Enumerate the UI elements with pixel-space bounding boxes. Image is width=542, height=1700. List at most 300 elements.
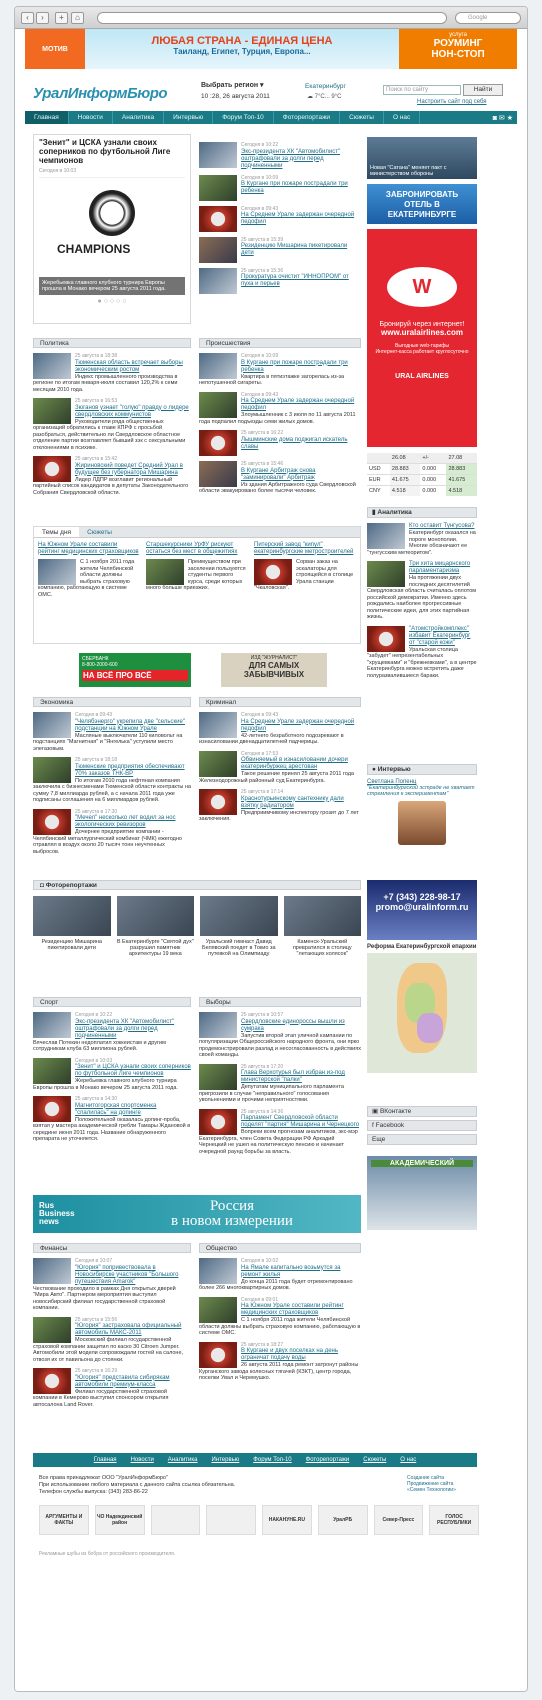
news-headline[interactable]: На Ямале капитально возьмутся за ремонт жилья [241, 1264, 341, 1278]
featured-date: Сегодня в 10:03 [39, 168, 77, 174]
rbn-text2: в новом измерении [171, 1213, 293, 1229]
news-headline[interactable]: Лышминские дома поджигал искатель славы [241, 436, 348, 450]
ural-url: www.uralairlines.com [381, 328, 463, 337]
photo-title: Фоторепортажи [45, 882, 97, 889]
finance-list [33, 1258, 191, 1408]
news-headline[interactable]: Парламент Свердловской области поделят "партия" Мишарина и Чернецкого [241, 1115, 360, 1128]
news-headline[interactable]: Краснотурьинскому сантехнику дали взятку радиатором [241, 795, 344, 809]
photo-image[interactable] [33, 896, 111, 936]
news-thumb[interactable] [199, 1109, 237, 1135]
news-text: Индекс промышленного производства в регионе по итогам января-июля составил 120,2% к семи месяцам 2010 года. [33, 373, 178, 393]
footer-l2: При использовании любого материала с данного сайта ссылка обязательна. [39, 1482, 236, 1488]
news-date: Сегодня в 09:01 [241, 1296, 279, 1303]
news-item [199, 751, 361, 785]
sport-list [33, 1012, 191, 1143]
news-thumb[interactable] [33, 1058, 71, 1084]
news-thumb[interactable] [33, 1258, 71, 1284]
news-item [199, 1258, 361, 1292]
satan-text: Новая "Сатана" меняет пакт с министерством обороны [370, 165, 447, 177]
journalist-l2: ЗАБЫВЧИВЫХ [243, 670, 305, 679]
news-date: 25 августа в 15:42 [75, 456, 118, 462]
news-date: 25 августа в 16:22 [241, 430, 284, 436]
news-headline[interactable]: "Атомстройкомплекс" избавит Екатеринбург от "старой кожи" [409, 625, 471, 646]
news-headline[interactable]: Тюменские предприятия обеспечивают 70% заказов ТНК-ВР [75, 763, 185, 777]
sberbank-ad[interactable] [79, 653, 191, 687]
news-text: С 1 ноября 2011 года жители Челябинской области должны выбрать страховую компанию, работающую в системе ОМС. [199, 1317, 361, 1336]
footer-l1: Все права принадлежат ООО "УралИнформБюро" [39, 1475, 168, 1481]
news-item [199, 1064, 361, 1104]
customize-link[interactable]: Настроить сайт под себя [417, 99, 487, 105]
news-thumb[interactable] [199, 237, 237, 263]
news-headline[interactable]: В Кургане Арбитраж снова "заминировали" Арбитраж [241, 467, 316, 481]
browser-search-input[interactable]: Google [455, 12, 521, 24]
news-thumb[interactable] [199, 430, 237, 456]
news-date: 25 августа в 16:53 [75, 398, 118, 404]
map-image[interactable] [367, 953, 477, 1073]
sber-phone: 8-800-2000-600 [82, 662, 118, 668]
photo-image[interactable] [200, 896, 278, 936]
photo-image[interactable] [117, 896, 195, 936]
news-item [367, 523, 477, 556]
news-thumb[interactable] [199, 1342, 237, 1368]
news-date: 25 августа в 17:20 [241, 1063, 284, 1070]
photo-caption[interactable]: В Екатеринбурге "Святой дух" разрушил памятник архитектуры 19 века [116, 939, 194, 957]
nav-icons [493, 114, 517, 122]
news-text: По итогам 2010 года нефтяная компания заключила с бизнесменами Тюменской области контракты на сумму 7,8 миллиарда рублей, а с начала 2011 года уже подписаны соглашения на 6 миллиардов рублей. [33, 777, 191, 803]
news-text: Из здания Арбитражного суда Свердловской области эвакуировано более тысячи человек. [199, 481, 356, 494]
news-text: Вячеслав Потекин недоплатил хоккеистам и другим сотрудникам клуба 63 миллиона рублей. [33, 1039, 166, 1052]
topic-column [254, 542, 356, 598]
topic-thumb[interactable] [146, 559, 184, 585]
top-banner[interactable] [25, 29, 517, 69]
news-thumb[interactable] [199, 1297, 237, 1323]
weather [307, 93, 341, 100]
banner-right [399, 29, 517, 69]
featured-title[interactable]: "Зенит" и ЦСКА узнали своих соперников по футбольной Лиге чемпионов [39, 138, 171, 165]
news-text: Вопреки всем прогнозам аналитиков, экс-мэр Екатеринбурга, член Совета Федерации РФ Аркадий Чернецкий не ушел на политическую пенсию и начинает очередной раунд борьбы за власть. [199, 1129, 358, 1155]
news-thumb[interactable] [199, 751, 237, 777]
news-text: До конца 2011 года будет отремонтировано более 266 многоквартирных домов. [199, 1278, 353, 1291]
photo-item[interactable] [200, 896, 278, 957]
news-item [33, 1317, 191, 1364]
social-more[interactable] [367, 1134, 477, 1145]
news-text: Квартира в пятиэтажке загорелась из-за непотушенной сигареты. [199, 373, 345, 386]
nav-item-home[interactable]: Главная [25, 111, 69, 124]
news-item [199, 1342, 361, 1382]
nav-item-interview[interactable]: Интервью [164, 111, 213, 124]
society-header[interactable]: Общество [199, 1243, 361, 1253]
news-thumb[interactable] [199, 392, 237, 418]
news-item [199, 353, 361, 387]
city-link[interactable]: Екатеринбург [305, 83, 346, 90]
chevron-down-icon: ▾ [260, 82, 264, 89]
top-news-list [199, 137, 361, 294]
politics-section [33, 338, 191, 496]
news-headline[interactable]: На Южном Урале составили рейтинг медицинских страховщиков [241, 1303, 344, 1316]
mail-icon[interactable]: ✉ [498, 114, 505, 122]
social-vk-label: ВКонтакте [379, 1108, 412, 1115]
promo-ad[interactable] [367, 880, 477, 940]
rbn-text1: Россия [209, 1198, 255, 1214]
rbn-text [103, 1199, 361, 1229]
partner-logo[interactable] [151, 1505, 201, 1535]
partner-logo[interactable]: ЧО Надеждинский район [95, 1505, 145, 1535]
main-nav [25, 111, 517, 124]
news-text: Положительной оказалась допинг-проба, взятая у мастера академической гребли Тамары Ждановой в середине июня 2011 года. Название обнаруженного препарата не уточняется. [33, 1116, 191, 1142]
news-thumb[interactable] [199, 461, 237, 487]
new-tab-icon[interactable]: + [55, 12, 68, 24]
photo-reports [33, 880, 361, 957]
news-headline[interactable]: Три хита мицарнского парламентаризма [409, 561, 471, 574]
news-date: Сегодня в 09:43 [241, 205, 279, 212]
news-thumb[interactable] [367, 561, 405, 587]
partner-logo[interactable]: АРГУМЕНТЫ И ФАКТЫ [39, 1505, 89, 1535]
news-date: Сегодня в 10:09 [241, 174, 279, 181]
news-thumb[interactable] [33, 712, 71, 738]
news-headline[interactable]: Тюменская область встречает выборы экономическим ростом [75, 359, 183, 373]
news-text: Руководители ряда общественных организаций обратились к главе КПРФ с просьбой разобраться, действительно ли Свердловское областное отделение партии возглавляет бывший зэк с сексуальными отклонениями в психике. [33, 418, 186, 451]
economy-list [33, 712, 191, 855]
news-thumb[interactable] [33, 456, 71, 482]
home-icon[interactable]: ⌂ [71, 12, 84, 24]
news-headline[interactable]: Магнитогорская спортсменка "спалилась" на допинге [75, 1102, 157, 1116]
news-text: Екатеринбург оказался на пороге монополии. Многие обозначают ее "тунгусским метеоритом". [367, 530, 476, 556]
interview-name[interactable]: Светлана Попенц [367, 779, 417, 785]
news-item [199, 1109, 361, 1156]
news-thumb[interactable] [199, 1064, 237, 1090]
footer-nav [33, 1453, 477, 1467]
news-thumb[interactable] [199, 206, 237, 232]
news-date: Сегодня в 10:07 [75, 1258, 113, 1264]
cloud-icon: ☁ [307, 94, 313, 100]
back-icon[interactable]: ‹ [21, 12, 34, 24]
politics-header[interactable]: Политика [33, 338, 191, 348]
rates-cell: 0.000 [420, 475, 446, 486]
news-headline[interactable]: Резиденцию Мишарина пикетировали дети [241, 243, 348, 256]
rates-head-cell: +/- [420, 453, 446, 464]
footer-bottom[interactable]: Рекламные шубы из бобра от российского производителя. [39, 1551, 176, 1557]
vk-icon: ▣ [372, 1108, 380, 1115]
site-search-input[interactable]: Поиск по сайту [383, 85, 461, 95]
news-thumb[interactable] [199, 712, 237, 738]
photo-item[interactable] [117, 896, 195, 957]
news-headline[interactable]: Экс-президента ХК "Автомобилист" оштрафовали за долги перед подчиненными [241, 148, 341, 169]
footer-dev[interactable] [407, 1475, 456, 1493]
ural-small: Выгодные web-тарифы Интернет-касса работает круглосуточно [375, 343, 469, 355]
photo-header[interactable] [33, 880, 361, 890]
economy-header[interactable]: Экономика [33, 697, 191, 707]
news-date: 25 августа в 10:57 [241, 1012, 284, 1018]
news-headline[interactable]: В Кургане при пожаре пострадали три ребенка [241, 359, 348, 373]
nav-item-analytics[interactable]: Аналитика [113, 111, 164, 124]
crime-header[interactable]: Криминал [199, 697, 361, 707]
ural-top: Бронируй через интернет! [379, 321, 465, 328]
news-headline[interactable]: Прокуратура очистит "ИННОПРОМ" от пуха и перьев [241, 274, 349, 287]
photo-item[interactable] [33, 896, 111, 957]
star-icon[interactable]: ★ [506, 114, 513, 122]
partner-logo[interactable]: УралРБ [318, 1505, 368, 1535]
news-text: Лидер ЛДПР возглавит региональный партийный список кандидатов в депутаты Законодательного Собрания Свердловской области. [33, 476, 189, 496]
photo-image[interactable] [284, 896, 362, 936]
topic-headline[interactable]: Питерский завод "киnyл" екатеринбургские метростроителей [254, 542, 354, 555]
news-date: 25 августа в 18:38 [75, 353, 118, 359]
society-section [199, 1243, 361, 1382]
news-thumb[interactable] [367, 523, 405, 549]
news-headline[interactable]: Экс-президента ХК "Автомобилист" оштрафовали за долги перед подчиненными [75, 1018, 175, 1039]
news-date: 25 августа в 16:29 [75, 1368, 118, 1374]
photo-caption[interactable]: Резиденцию Мишарина пикетировали дети [41, 939, 102, 951]
featured-story[interactable] [33, 134, 191, 324]
rss-icon[interactable]: ◙ [492, 114, 497, 122]
news-date: Сегодня в 09:43 [75, 712, 113, 718]
news-headline[interactable]: Зюганов узнает "голую" правду о лидере свердловских коммунистов [75, 404, 189, 418]
news-thumb[interactable] [33, 1317, 71, 1343]
rbn-l2: Business [39, 1209, 75, 1218]
news-text: Злоумышленник с 3 июля по 11 августа 2011 года подпалил подъезды семи жилых домов. [199, 412, 356, 425]
news-thumb[interactable] [33, 353, 71, 379]
news-item [199, 392, 361, 426]
nav-item-photo[interactable]: Фоторепортажи [274, 111, 340, 124]
topic-text: С 1 ноября 2011 года жители Челябинской области должны выбрать страховую компанию, работающую в системе ОМС. [38, 559, 135, 598]
news-date: 25 августа в 14:36 [241, 1108, 284, 1115]
footer-nav-item[interactable]: Интервью [211, 1457, 240, 1463]
banner-middle [85, 29, 399, 69]
news-date: 25 августа в 15:39 [241, 236, 284, 243]
tab-stories[interactable]: Сюжеты [87, 529, 112, 536]
news-text: На протяжении двух последних десятилетий Свердловская область считалась оплотом российской демократии. Именно здесь рождались наиболее прогрессивные политические идеи, для этих партийная жизнь. [367, 575, 477, 620]
elections-header[interactable]: Выборы [199, 997, 361, 1007]
address-bar[interactable] [97, 12, 447, 24]
site-logo[interactable]: УралИнформБюро [33, 85, 168, 102]
news-text: Масляные выключатели 110 киловольт на подстанциях "Магнитная" и "Янгелька" уступили место элегазовым. [33, 732, 183, 752]
partner-logo[interactable]: Север-Пресс [374, 1505, 424, 1535]
news-item [199, 1012, 361, 1059]
interview-title: Интервью [377, 766, 411, 773]
sport-section [33, 997, 191, 1143]
news-text: Жеребьевка главного клубного турнира Европы прошла в Монако вечером 25 августа 2011 года. [33, 1078, 178, 1091]
news-item [199, 712, 361, 746]
russia-banner[interactable] [33, 1195, 361, 1233]
news-date: 25 августа в 14:30 [75, 1096, 118, 1102]
news-item [33, 757, 191, 804]
social-block [367, 1106, 477, 1145]
photo-caption[interactable]: Уральский гимнаст Давид Белявский поедет в Токио за путевкой на Олимпиаду [201, 939, 276, 957]
search-button[interactable]: Найти [463, 84, 503, 96]
topic-headline[interactable]: Старшекурсники УрФУ рискуют остаться без мест в общежитиях [146, 542, 238, 555]
footer-nav-item[interactable]: Фоторепортажи [305, 1457, 350, 1463]
news-item [199, 461, 361, 495]
news-thumb[interactable] [367, 626, 405, 652]
rates-cell: 41.675 [446, 475, 477, 486]
banner-brand: МОТИВ [25, 29, 85, 69]
news-thumb[interactable] [199, 1012, 237, 1038]
social-vk[interactable] [367, 1106, 477, 1117]
news-headline[interactable]: Кто оставит Тунгусова? [409, 523, 475, 529]
rbn-l1: Rus [39, 1201, 55, 1210]
news-headline[interactable]: В Кургане при пожаре пострадали три ребенка [241, 181, 348, 194]
news-date: Сегодня в 10:22 [75, 1012, 113, 1018]
day-topics [33, 526, 361, 644]
browser-window [14, 6, 528, 1692]
social-fb[interactable] [367, 1120, 477, 1131]
news-headline[interactable]: "Челябэнерго" укрепила две "сельские" подстанции на Южном Урале [75, 718, 185, 732]
news-headline[interactable]: На Среднем Урале задержан очередной педофил [241, 398, 355, 411]
map-block[interactable] [367, 944, 477, 1073]
camera-icon: ◘ [40, 882, 46, 889]
news-text: Чествование проходило в рамках Дня открытых дверей "Мира Авто". Партнером мероприятия выступил новосибирский филиал государственной страховой компании. [33, 1285, 176, 1311]
news-headline[interactable]: "Югория" попривествовала в Новосибирске участников "Большого путешествия Amarok" [75, 1264, 179, 1285]
news-text: Уральская столица "забудет" непрезентабельных "хрущевками" и "брежневками", а в центре Екатеринбурга можно встретить даже полуразвалившиеся бараки. [367, 646, 477, 679]
news-thumb[interactable] [33, 1368, 71, 1394]
region-label: Выбрать регион [201, 82, 259, 89]
rates-head-cell [367, 453, 390, 464]
topic-thumb[interactable] [254, 559, 292, 585]
news-thumb[interactable] [33, 398, 71, 424]
incidents-list [199, 353, 361, 495]
featured-image[interactable] [39, 177, 185, 295]
banner-title: ЛЮБАЯ СТРАНА - ЕДИНАЯ ЦЕНА [151, 35, 333, 47]
rates-cell: 4.518 [390, 486, 421, 497]
nav-item-stories[interactable]: Сюжеты [340, 111, 384, 124]
news-thumb[interactable] [199, 353, 237, 379]
elections-section [199, 997, 361, 1155]
news-headline[interactable]: Жириновский поведет Средний Урал в будущее без губернатора Мишарина [75, 462, 183, 476]
incidents-section [199, 338, 361, 495]
society-list [199, 1258, 361, 1382]
news-text: Запустив второй этап уличной кампании по популяризации Общероссийского народного фронта, они ярко продемонстрировали разлад и несогласованность в действиях своей команды. [199, 1032, 361, 1058]
sber-big: НА ВСЁ ПРО ВСЁ [82, 670, 188, 681]
news-headline[interactable]: "Зенит" и ЦСКА узнали своих соперников по футбольной Лиге чемпионов [75, 1064, 191, 1077]
news-thumb[interactable] [33, 809, 71, 835]
slider-dots[interactable]: ● ○ ○ ○ ○ [97, 298, 127, 305]
news-headline[interactable]: "Югория" застраховала официальный автомобиль МАКС-2011 [75, 1323, 182, 1336]
footer-nav-item[interactable]: Форум Топ-10 [253, 1457, 292, 1463]
news-headline[interactable]: На Среднем Урале задержан очередной педофил [241, 212, 355, 225]
news-date: Сегодня в 09:43 [241, 712, 279, 718]
page [15, 29, 527, 1692]
news-date: Сегодня в 09:43 [241, 391, 279, 398]
airline-logo-icon: W [387, 267, 457, 307]
news-thumb[interactable] [33, 1012, 71, 1038]
region-select[interactable] [201, 81, 264, 89]
news-date: Сегодня в 10:22 [241, 142, 279, 148]
interview-photo[interactable] [398, 801, 446, 845]
current-date: 10 :28, 26 августа 2011 [201, 93, 270, 100]
news-date: 25 августа в 17:14 [241, 789, 284, 795]
news-headline[interactable]: "Мечел" несколько лет водил за нос экологических ревизоров [75, 815, 176, 828]
news-headline[interactable]: Глава Верхотурья был избран из-под министерской "палки" [241, 1070, 345, 1083]
satan-ad[interactable] [367, 137, 477, 179]
news-thumb[interactable] [199, 142, 237, 168]
interview-quote[interactable]: "Екатеринбургской эстраде не хватает стремления к экспериментам" [367, 785, 475, 797]
footer-nav-item[interactable]: Главная [93, 1457, 117, 1463]
finance-header[interactable]: Финансы [33, 1243, 191, 1253]
news-date: Сегодня в 10:02 [241, 1258, 279, 1264]
sport-header[interactable]: Спорт [33, 997, 191, 1007]
news-item [33, 456, 191, 496]
news-date: 25 августа в 18:18 [75, 757, 118, 763]
news-date: 25 августа в 17:30 [75, 808, 118, 815]
topic-thumb[interactable] [38, 559, 76, 585]
ural-airlines-ad[interactable] [367, 229, 477, 447]
elections-list [199, 1012, 361, 1155]
news-item [199, 237, 361, 263]
partner-logo[interactable]: НАКАНУНЕ.RU [262, 1505, 312, 1535]
news-headline[interactable]: На Среднем Урале задержан очередной педофил [241, 718, 355, 732]
topic-text: Преимуществом при заселении пользуются студенты первого курса, среди которых много больше приезжих. [146, 559, 246, 591]
footer-dev3: «Семен Технологии» [407, 1487, 456, 1493]
news-thumb[interactable] [199, 789, 237, 815]
news-thumb[interactable] [33, 1096, 71, 1122]
footer-nav-item[interactable]: Аналитика [167, 1457, 198, 1463]
currency-rates [367, 453, 477, 497]
news-text: Филиал государственной страховой компании в Кемерово выступил спонсором открытия автосалона Land Rover. [33, 1388, 169, 1408]
rates-cell: EUR [367, 475, 390, 486]
partner-logo[interactable]: ГОЛОС РЕСПУБЛИКИ [429, 1505, 479, 1535]
footer-nav-item[interactable]: О нас [400, 1457, 417, 1463]
news-thumb[interactable] [199, 268, 237, 294]
news-headline[interactable]: Свердловские единороссы вышли из сумрака [241, 1018, 345, 1032]
browser-toolbar [15, 7, 527, 29]
nav-item-about[interactable]: О нас [384, 111, 420, 124]
forward-icon[interactable]: › [36, 12, 49, 24]
champions-logo: CHAMPIONS [57, 242, 131, 256]
ural-brand: URAL AIRLINES [395, 373, 449, 380]
news-thumb[interactable] [33, 757, 71, 783]
partners [39, 1505, 479, 1535]
news-item [199, 206, 361, 232]
topic-columns [34, 538, 360, 602]
news-text: Предприимчивому инспектору грозит до 7 лет заключения. [199, 809, 359, 822]
news-thumb[interactable] [199, 1258, 237, 1284]
nav-item-news[interactable]: Новости [69, 111, 113, 124]
topic-headline[interactable]: На Южном Урале составили рейтинг медицинских страховщиков [38, 542, 139, 555]
banner-right-small: услуга [449, 32, 467, 38]
photo-caption[interactable]: Каменск-Уральский превратился в столицу "летающих колясок" [292, 939, 352, 957]
news-thumb[interactable] [199, 175, 237, 201]
footer-nav-item[interactable]: Новости [130, 1457, 154, 1463]
tab-day-topics[interactable]: Темы дня [34, 527, 79, 537]
news-item [33, 1012, 191, 1053]
hotel-ad[interactable]: ЗАБРОНИРОВАТЬ ОТЕЛЬ В ЕКАТЕРИНБУРГЕ [367, 184, 477, 224]
footer-nav-item[interactable]: Сюжеты [363, 1457, 387, 1463]
news-item [367, 561, 477, 621]
news-headline[interactable]: "Югория" представила сибирякам автомобили премиум-класса [75, 1374, 170, 1388]
news-date: 25 августа в 15:46 [241, 461, 284, 467]
news-item [367, 626, 477, 680]
footer-dev2: Продвижение сайта [407, 1481, 454, 1487]
topic-tabs [34, 527, 360, 538]
journalist-ad[interactable] [221, 653, 327, 687]
partner-logo[interactable] [206, 1505, 256, 1535]
banner-right-line2: НОН-СТОП [431, 49, 485, 60]
photo-item[interactable] [284, 896, 362, 957]
rbn-logo [33, 1202, 103, 1226]
news-item [199, 430, 361, 456]
news-item [33, 398, 191, 451]
news-text: Депутатам муниципального парламента пригрозили в случае "неправильного" голосования увольнениями и прочими неприятностями. [199, 1084, 344, 1103]
incidents-header[interactable]: Происшествия [199, 338, 361, 348]
nav-item-forum[interactable]: Форум Топ-10 [213, 111, 274, 124]
news-headline[interactable]: В Кургане и двух поселках на день ограничат подачу воды [241, 1348, 338, 1361]
rates-cell: 28.883 [446, 464, 477, 475]
akadem-ad[interactable] [367, 1156, 477, 1230]
news-text: Московский филиал государственной страховой компании защитил по каско 30 Citroen Jumper. Автомобили этой модели сопровождали гостей на салоне, отвозя их от павильона до стоянки. [33, 1337, 184, 1363]
news-headline[interactable]: Обвиняемый в изнасиловании дочери екатеринбуржец арестован [241, 757, 348, 770]
journalist-l1: ДЛЯ САМЫХ [248, 661, 300, 670]
crime-list [199, 712, 361, 823]
journalist-top: ИЗД "ЖУРНАЛИСТ" [250, 655, 298, 661]
